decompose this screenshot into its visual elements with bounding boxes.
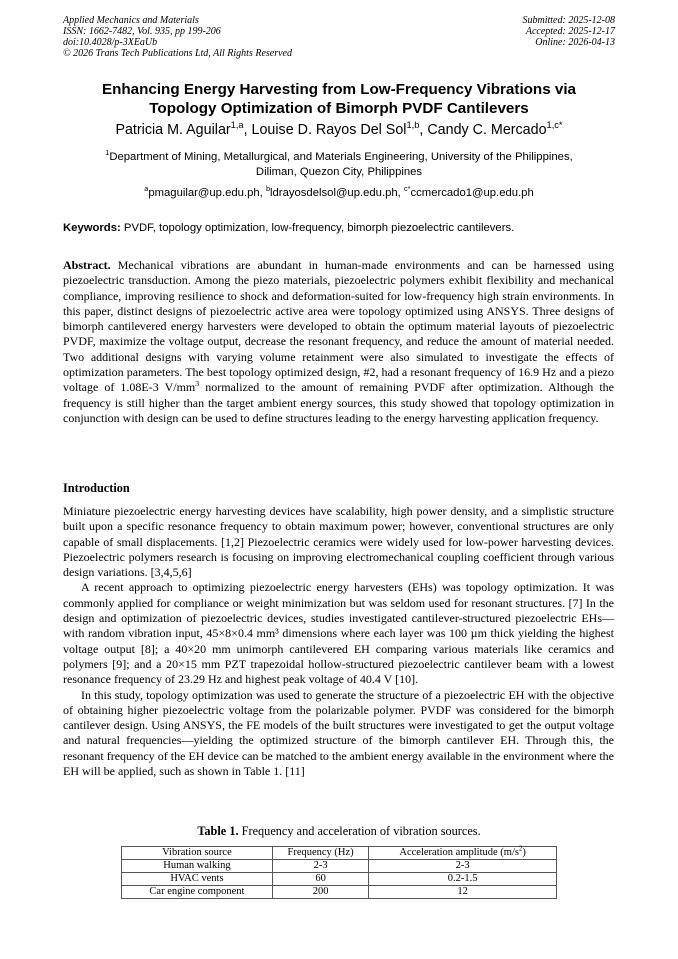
intro-paragraph-2: A recent approach to optimizing piezoelectric energy harvesters (EHs) was topology optimization. It was commonly applied for compliance or weight minimization but was seldom used for resonant structures. [7] In the design and optimization of piezoelectric devices, studies investigated cantilever-structured piezoelectric EHs—with random vibration input, 45×8×0.4 mm³ dimensions where each layer was 100 µm thick yielding the highest voltage output [8]; a 40×20 mm unimorph cantilevered EH comparing various materials like ceramics and polymers [9]; and a 20×15 mm PZT trapezoidal hollow-structured piezoelectric cantilever beam with a lowest resonance frequency of 23.29 Hz and highest peak voltage of 40.4 V [10]. bbox=[63, 580, 614, 687]
cell-source: Car engine component bbox=[122, 886, 273, 899]
cell-frequency: 200 bbox=[272, 886, 368, 899]
section-heading-introduction: Introduction bbox=[63, 481, 130, 495]
email-b[interactable]: ldrayosdelsol@up.edu.ph, bbox=[270, 187, 401, 199]
author-1: Patricia M. Aguilar bbox=[115, 122, 231, 138]
cell-frequency: 60 bbox=[272, 873, 368, 886]
issn: ISSN: 1662-7482, Vol. 935, pp 199-206 bbox=[63, 26, 221, 37]
abstract bbox=[63, 258, 614, 426]
abstract-text-1: Mechanical vibrations are abundant in human-made environments and can be harnessed using piezoelectric transduction. Among the piezo materials, piezoelectric polymers exhibit flexibility and mechanical compliance, improving resilience to shock and deformation-suited for low-frequency high strain environments. In this paper, distinct designs of piezoelectric active area were topology optimized using ANSYS. Three designs of bimorph cantilevered energy harvesters were developed to obtain the optimum material layouts of piezoelectric PVDF, maximize the voltage output, decrease the resonant frequency, and reduce the amount of material needed. Two additional designs with varying volume retainment were also simulated to investigate the effects of optimization parameters. The best topology optimized design, #2, had a resonant frequency of 16.9 Hz and a piezo voltage of 1.08E-3 V/mm bbox=[63, 258, 614, 395]
affiliation-sup: 1 bbox=[105, 148, 110, 158]
author-2-sup: 1,b bbox=[406, 120, 420, 131]
abstract-unit-sup: 3 bbox=[195, 379, 200, 389]
col-vibration-source: Vibration source bbox=[122, 847, 273, 860]
cell-frequency: 2-3 bbox=[272, 860, 368, 873]
title-line-2: Topology Optimization of Bimorph PVDF Cantilevers bbox=[149, 100, 529, 117]
paper-title bbox=[40, 80, 638, 118]
col-frequency: Frequency (Hz) bbox=[272, 847, 368, 860]
col-acceleration bbox=[369, 847, 557, 860]
author-3: Candy C. Mercado bbox=[427, 122, 547, 138]
table-caption bbox=[40, 824, 638, 839]
author-3-sup: 1,c* bbox=[546, 120, 563, 131]
col-acceleration-sup: 2 bbox=[518, 845, 523, 853]
keywords-label: Keywords: bbox=[63, 222, 121, 234]
submitted-date: Submitted: 2025-12-08 bbox=[522, 15, 615, 26]
table-row bbox=[122, 873, 557, 886]
affiliation bbox=[62, 150, 616, 180]
cell-acceleration: 0.2-1.5 bbox=[369, 873, 557, 886]
col-acceleration-close: ) bbox=[522, 847, 526, 858]
vibration-sources-table bbox=[121, 846, 557, 899]
table-header-row bbox=[122, 847, 557, 860]
cell-source: HVAC vents bbox=[122, 873, 273, 886]
journal-header-right bbox=[523, 15, 616, 48]
cell-acceleration: 12 bbox=[369, 886, 557, 899]
online-date: Online: 2026-04-13 bbox=[535, 37, 615, 48]
col-acceleration-text: Acceleration amplitude (m/s bbox=[399, 847, 519, 858]
email-b-sup: b bbox=[265, 184, 271, 194]
journal-name: Applied Mechanics and Materials bbox=[63, 15, 199, 26]
author-2: Louise D. Rayos Del Sol bbox=[251, 122, 407, 138]
table-caption-label: Table 1. bbox=[197, 824, 239, 838]
author-1-sup: 1,a bbox=[230, 120, 244, 131]
email-a-sup: a bbox=[144, 184, 149, 194]
keywords bbox=[63, 221, 623, 235]
copyright: © 2026 Trans Tech Publications Ltd, All Rights Reserved bbox=[63, 48, 292, 59]
introduction-body bbox=[63, 504, 614, 779]
accepted-date: Accepted: 2025-12-17 bbox=[525, 26, 615, 37]
abstract-label: Abstract. bbox=[63, 258, 111, 272]
author-list: Patricia M. Aguilar$^{1,a}$, Louise D. Rayos Del Sol$^{1,b}$, Candy C. Mercado$^{1,c*}$ bbox=[115, 120, 563, 138]
email-c-sup: c* bbox=[403, 184, 411, 194]
abstract-text-2: normalized to the amount of remaining PVDF after optimization. Although the frequency is still higher than the target ambient energy sources, this study showed that topology optimization in conjunction with design can be used to define structures leading to the energy harvesting application frequency. bbox=[63, 380, 615, 425]
cell-source: Human walking bbox=[122, 860, 273, 873]
journal-header-left bbox=[63, 15, 292, 59]
cell-acceleration: 2-3 bbox=[369, 860, 557, 873]
title-line-1: Enhancing Energy Harvesting from Low-Frequency Vibrations via bbox=[101, 81, 576, 98]
keywords-text: PVDF, topology optimization, low-frequency, bimorph piezoelectric cantilevers. bbox=[123, 222, 515, 234]
intro-paragraph-1: Miniature piezoelectric energy harvesting devices have scalability, high power density, and a simplistic structure built upon a specific resonance frequency to obtain maximum power; however, conventional structures are only capable of small displacements. [1,2] Piezoelectric ceramics were widely used for low-power harvesting devices. Piezoelectric polymers research is focusing on improving electromechanical coupling coefficient through various design variations. [3,4,5,6] bbox=[63, 504, 614, 580]
author-emails bbox=[40, 186, 638, 200]
table-row bbox=[122, 886, 557, 899]
table-row bbox=[122, 860, 557, 873]
affiliation-line-2: Diliman, Quezon City, Philippines bbox=[255, 166, 423, 178]
intro-paragraph-3: In this study, topology optimization was used to generate the structure of a piezoelectric EH with the objective of obtaining higher piezoelectric voltage from the polarizable polymer. PVDF was considered for the bimorph cantilever design. Using ANSYS, the FE models of the built structures were investigated to get the output voltage and natural frequencies—yielding the optimized structure of the bimorph cantilever EH. Through this, the resonant frequency of the EH device can be matched to the ambient energy available in the environment where the EH will be applied, such as shown in Table 1. [11] bbox=[63, 687, 614, 779]
email-c[interactable]: ccmercado1@up.edu.ph bbox=[410, 187, 534, 199]
email-a[interactable]: pmaguilar@up.edu.ph, bbox=[148, 187, 263, 199]
doi: doi:10.4028/p-3XEaUb bbox=[63, 37, 158, 48]
affiliation-line-1: Department of Mining, Metallurgical, and Materials Engineering, University of the Philippines, bbox=[109, 151, 573, 163]
table-caption-text: Frequency and acceleration of vibration sources. bbox=[238, 824, 481, 838]
